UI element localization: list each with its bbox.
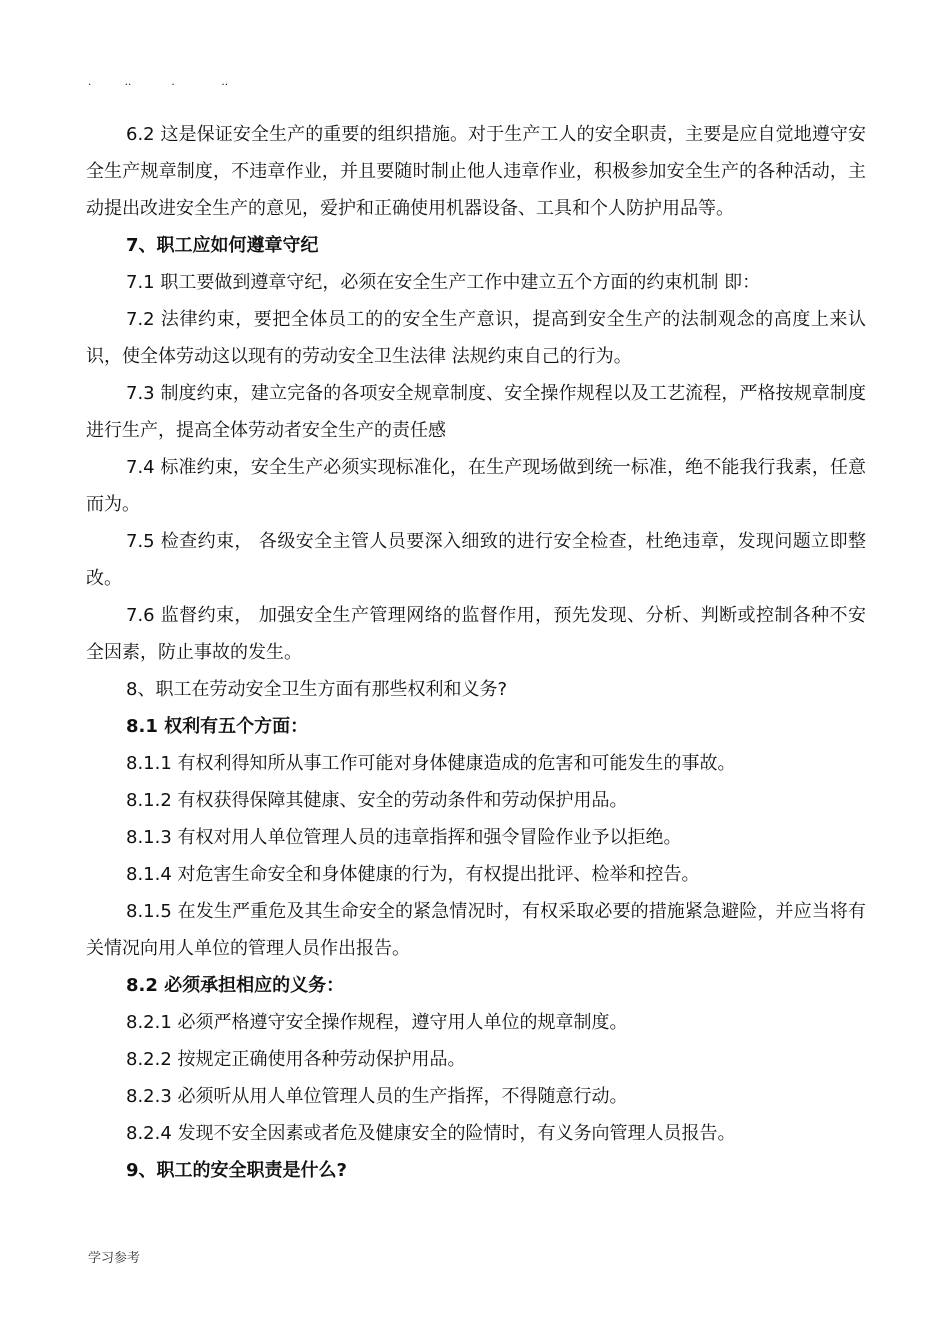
heading-8: 8、职工在劳动安全卫生方面有那些权利和义务? [126, 679, 508, 700]
heading-8-2: 8.2 必须承担相应的义务： [126, 975, 345, 996]
paragraph-8-1-5: 8.1.5 在发生严重危及其生命安全的紧急情况时，有权采取必要的措施紧急避险，并应当将有关情况向用人单位的管理人员作出报告。 [86, 901, 866, 959]
paragraph-7-1: 7.1 职工要做到遵章守纪，必须在安全生产工作中建立五个方面的约束机制 即： [126, 272, 761, 293]
paragraph-7-4: 7.4 标准约束，安全生产必须实现标准化，在生产现场做到统一标准，绝不能我行我素，任意而为。 [86, 457, 866, 515]
paragraph-8-1-4: 8.1.4 对危害生命安全和身体健康的行为，有权提出批评、检举和控告。 [126, 864, 700, 885]
paragraph-7-2: 7.2 法律约束，要把全体员工的的安全生产意识，提高到安全生产的法制观念的高度上来认识，使全体劳动这以现有的劳动安全卫生法律 法规约束自己的行为。 [86, 309, 866, 367]
paragraph-8-2-4: 8.2.4 发现不安全因素或者危及健康安全的险情时，有义务向管理人员报告。 [126, 1123, 736, 1144]
paragraph-8-2-3: 8.2.3 必须听从用人单位管理人员的生产指挥，不得随意行动。 [126, 1086, 628, 1107]
heading-7: 7、职工应如何遵章守纪 [126, 235, 319, 256]
paragraph-6-2: 6.2 这是保证安全生产的重要的组织措施。对于生产工人的安全职责，主要是应自觉地遵守安全生产规章制度，不违章作业，并且要随时制止他人违章作业，积极参加安全生产的各种活动，主动提出改进安全生产的意见，爱护和正确使用机器设备、工具和个人防护用品等。 [86, 124, 866, 219]
paragraph-8-2-2: 8.2.2 按规定正确使用各种劳动保护用品。 [126, 1049, 466, 1070]
heading-8-1: 8.1 权利有五个方面： [126, 716, 309, 737]
paragraph-8-1-3: 8.1.3 有权对用人单位管理人员的违章指挥和强令冒险作业予以拒绝。 [126, 827, 682, 848]
paragraph-8-2-1: 8.2.1 必须严格遵守安全操作规程，遵守用人单位的规章制度。 [126, 1012, 628, 1033]
footer-label: 学习参考 [88, 1251, 141, 1266]
header-marks: . .. . .. [88, 74, 229, 88]
paragraph-7-6: 7.6 监督约束， 加强安全生产管理网络的监督作用，预先发现、分析、判断或控制各种不安全因素，防止事故的发生。 [86, 605, 866, 663]
paragraph-8-1-2: 8.1.2 有权获得保障其健康、安全的劳动条件和劳动保护用品。 [126, 790, 628, 811]
paragraph-7-3: 7.3 制度约束，建立完备的各项安全规章制度、安全操作规程以及工艺流程，严格按规章制度进行生产，提高全体劳动者安全生产的责任感 [86, 383, 866, 441]
paragraph-7-5: 7.5 检查约束， 各级安全主管人员要深入细致的进行安全检查，杜绝违章，发现问题立即整改。 [86, 531, 866, 589]
heading-9: 9、职工的安全职责是什么? [126, 1160, 347, 1181]
paragraph-8-1-1: 8.1.1 有权利得知所从事工作可能对身体健康造成的危害和可能发生的事故。 [126, 753, 736, 774]
document-body [86, 116, 866, 1189]
